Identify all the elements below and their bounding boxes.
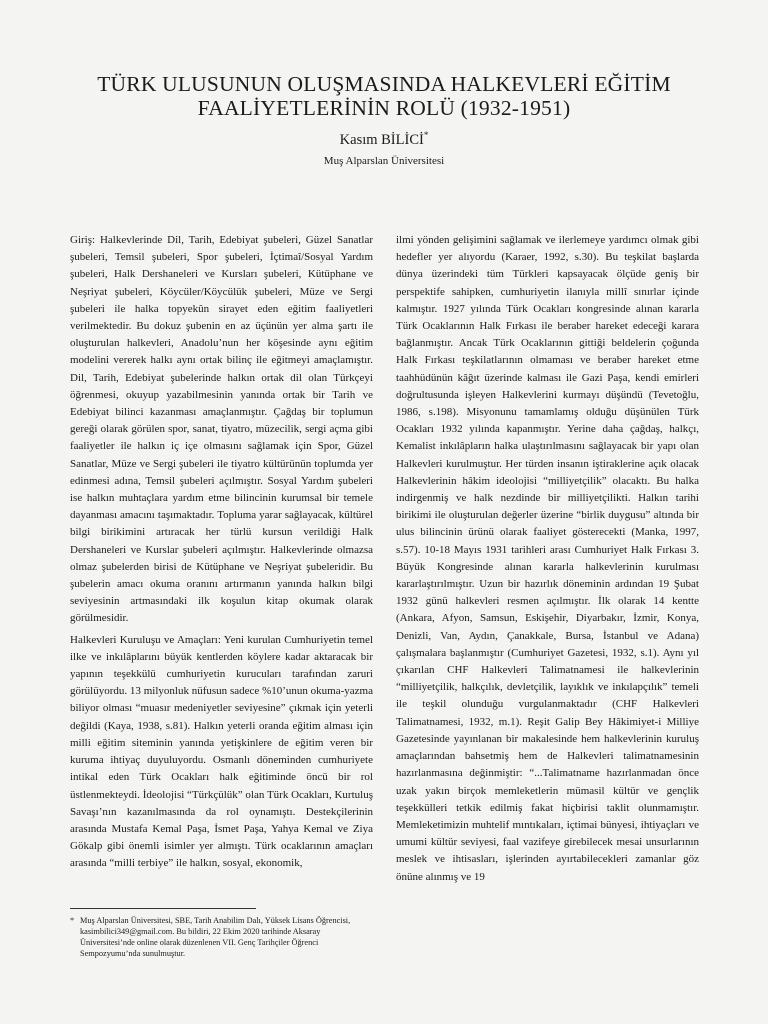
title-line-1: TÜRK ULUSUNUN OLUŞMASINDA HALKEVLERİ EĞİTİM (97, 72, 671, 96)
left-column (70, 232, 373, 877)
paragraph-continuation: ilmi yönden gelişimini sağlamak ve ilerlemeye yardımcı olmak gibi hedefler yer alıyordu (Karaer, 1992, s.30). Bu teşkilat başlarda dünya üzerindeki tüm Türkleri kapsayacak ölçüde geniş bir perspektife sahipken, cumhuriyetin ilanıyla millî sınırlar içinde kalmıştır. 1927 yılında Türk Ocakları kongresinde alınan kararla Türk Ocaklarının Halk Fırkası ile beraber hareket edeceği karara bağlanmıştır. Ancak Türk Ocaklarının gittiği beldelerin çoğunda Halk Fırkası teşkilatlarının olmaması ve beraber hareket etme taahhüdünün kâğıt üzerinde kalması ile Gazi Paşa, kendi emirleri doğrultusunda işleyen Halkevlerini kurmayı düşündü (Tevetoğlu, 1986, s.198). Misyonunu tamamlamış olduğu düşünülen Türk Ocakları 1932 yılında kapanmıştır. Yerine daha çağdaş, halkçı, Kemalist inkılâpların halka ulaştırılmasını sağlayacak bir yapı olan Halkevleri kurulmuştur. Her türden insanın iştiraklerine açık olacak Halkevlerinin hâkim ideolojisi “milliyetçilik” olacaktı. Bu halka indirgenmiş ve halk nezdinde bir milliyetçilikti. Halkın tarihi birikimi ile oluşturulan değerler üzerine “birlik duygusu” altında bir ulus bilincinin ürünü olarak faaliyet gösterecekti (Manka, 1997, s.57). 10-18 Mayıs 1931 tarihleri arası Cumhuriyet Halk Fırkası 3. Büyük Kongresinde alınan kararla halkevlerinin kurulması kararlaştırılmıştır. Uzun bir hazırlık döneminin ardından 19 Şubat 1932 günü halkevleri resmen açılmıştır. İlk olarak 14 kentte (Ankara, Afyon, Samsun, Eskişehir, Diyarbakır, İzmir, Konya, Denizli, Van, Aydın, Çanakkale, Bursa, İstanbul ve Adana) çalışmalara başlanmıştır (Cumhuriyet Gazetesi, 1932, s.1). Aynı yıl çıkarılan CHF Halkevleri Talimatnamesi ile halkevlerinin “milliyetçilik, halkçılık, devletçilik, layıklık ve inkılapçılık” temeli ile teşkil olunduğu vurgulanmaktadır (CHF Halkevleri Talimatnamesi, 1932, m.1). Reşit Galip Bey Hâkimiyet-i Milliye Gazetesinde yayınlanan bir makalesinde hem halkevlerinin kuruluş amaçlarından bahsetmiş hem de Halkevleri talimatnamesinin hazırlanmasına değinmiştir: “...Talimatname hazırlanmadan önce uzak yakın birçok memleketlerin mümasil kültür ve gençlik teşekkülleri tetkik edilmiş fakat hiçbirisi taklit olunmamıştır. Memleketimizin muhtelif mıntıkaları, içtimai bünyesi, ihtiyaçları ve umumi kültür seviyesi, faal vazifeye girebilecek mesai unsurlarının meslek ve ihtisasları, işlerinden ayırtabilecekleri zamanlar göz önüne alınmış ve 19 (396, 234, 699, 883)
title-line-2: FAALİYETLERİNİN ROLÜ (1932-1951) (197, 96, 571, 120)
author-footnote-marker: * (423, 130, 429, 140)
paragraph-founding-and-aims: Halkevleri Kuruluşu ve Amaçları: Yeni kurulan Cumhuriyetin temel ilke ve inkılâplarını büyük kentlerden köylere kadar aktaracak bir yapının teşekkülü cumhuriyetin kurucuları tarafından zaruri görülüyordu. 13 milyonluk nüfusun sadece %10’unun okuma-yazma biliyor olması “muasır medeniyetler seviyesine” çıkmak için yeterli değildi (Kaya, 1938, s.81). Halkın yeterli oranda eğitim alması için milli eğitim siteminin yanında yetişkinlere de eğitim veren bir kuruma ihtiyaç duyuluyordu. Osmanlı döneminden cumhuriyete intikal eden Türk Ocakları halk eğitiminde öncü bir rol üstlenmekteydi. İdeolojisi “Türkçülük” olan Türk Ocakları, Kurtuluş Savaşı’nın kazanılmasında da rol oynamıştı. Destekçilerinin arasında Mustafa Kemal Paşa, İsmet Paşa, Yahya Kemal ve Ziya Gökalp gibi önemli isimler yer almıştı. Türk ocaklarının amaçları arasında “milli terbiye” ile halkın, sosyal, ekonomik, (70, 633, 373, 870)
footnote-entry (70, 915, 373, 959)
author-name: Kasım BİLİCİ (339, 131, 424, 148)
author-affiliation: Muş Alparslan Üniversitesi (323, 155, 445, 167)
author-line (0, 130, 768, 149)
paper-title (60, 72, 708, 120)
footnote-text: Muş Alparslan Üniversitesi, SBE, Tarih Anabilim Dalı, Yüksek Lisans Öğrencisi, kasimbilici349@gmail.com. Bu bildiri, 22 Ekim 2020 tarihinde Aksaray Üniversitesi’nde online olarak düzenlenen VII. Genç Tarihçiler Öğrenci Sempozyumu’nda sunulmuştur. (80, 916, 351, 958)
footnote (70, 908, 373, 959)
right-column (396, 232, 699, 890)
paragraph-introduction: Giriş: Halkevlerinde Dil, Tarih, Edebiyat şubeleri, Güzel Sanatlar şubeleri, Temsil şubeleri, Spor şubeleri, İçtimaî/Sosyal Yardım şubeleri, Halk Dershaneleri ve Kursları şubeleri, Kütüphane ve Neşriyat şubeleri, Köycüler/Köycülük şubeleri, Müze ve Sergi şubeleri ile halka topyekûn sirayet eden eğitim faaliyetleri verilmektedir. Bu dokuz şubenin en az üçünün yer alma şartı ile oluşturulan halkevleri, Anadolu’nun her köşesinde aynı eğitim modelini vererek halkı aynı ortak bilinç ile eğitmeyi amaçlamıştır. Dil, Tarih, Edebiyat şubelerinde halkın ortak dil olan Türkçeyi öğrenmesi, okuyup yazabilmesinin yanında ortak bir Tarih ve Edebiyat bilinci kazanması amaçlanmıştır. Çağdaş bir toplumun gereği olarak görülen spor, sanat, tiyatro, müzecilik, sergi açma gibi faaliyetler ile halkın iç içe olmasını sağlamak için Spor, Güzel Sanatlar, Müze ve Sergi şubeleri ile tiyatro kültürünün toplumda yer edinmesi adına, Temsil şubeleri açılmıştır. Sosyal Yardım şubeleri ise halkın muhtaçlara yardım etme bilincinin kurumsal bir temele dayanması amacını taşımaktadır. Topluma yarar sağlayacak, kültürel bilgi birikimini artıracak her türlü kursun verildiği Halk Dershaneleri ve Kurslar şubeleri açılmıştır. Halkevlerinde olmazsa olmaz şubelerden birisi de Kütüphane ve Neşriyat şubeleridir. Bu şubelerin amacı okuma oranını artırmanın yanında halkın bilgi seviyesinin artmasındaki ilk koşulun kitap okumak olarak görülmesidir. (70, 234, 373, 625)
footnote-divider (70, 908, 256, 909)
footnote-marker: * (70, 916, 75, 925)
